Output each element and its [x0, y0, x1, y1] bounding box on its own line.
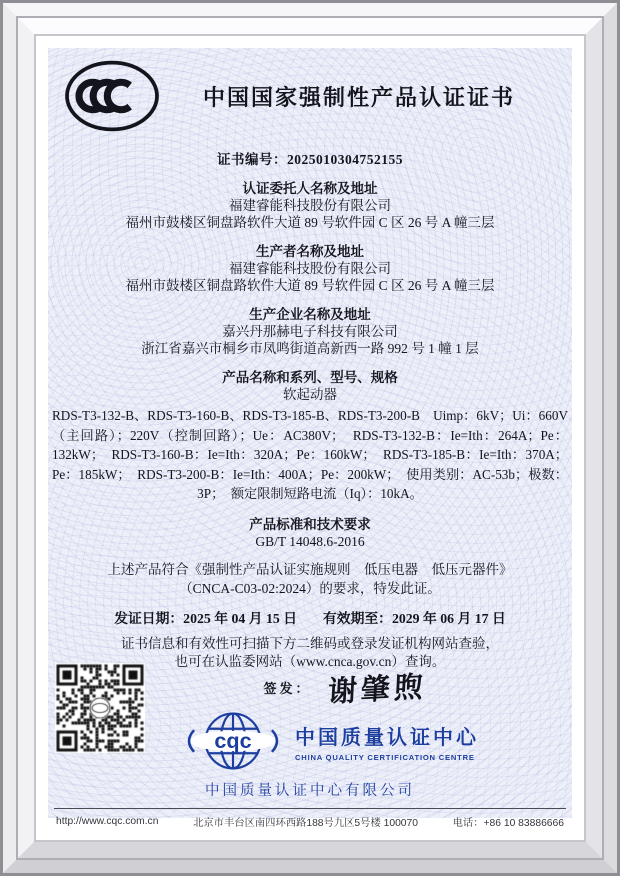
dates-line — [48, 607, 572, 627]
verify-line-2: 也可在认监委网站（www.cnca.gov.cn）查询。 — [174, 653, 446, 669]
footer-phone: 电话：+86 10 83886666 — [452, 818, 564, 829]
frame-band-2 — [18, 18, 602, 858]
factory-name: 嘉兴丹那赫电子科技有限公司 — [222, 324, 398, 339]
section-heading: 生产企业名称及地址 — [249, 307, 371, 322]
cqc-logo-text: cqc — [214, 728, 252, 754]
section-heading: 生产者名称及地址 — [256, 244, 364, 259]
product-name: 软起动器 — [283, 387, 337, 402]
producer-address: 福州市鼓楼区铜盘路软件大道 89 号软件园 C 区 26 号 A 幢三层 — [125, 278, 495, 293]
producer-name: 福建睿能科技股份有限公司 — [229, 261, 391, 276]
certificate-number-value: 2025010304752155 — [287, 152, 403, 167]
certificate-paper — [48, 48, 572, 829]
section-heading: 产品名称和系列、型号、规格 — [222, 370, 398, 385]
spec-paragraph: RDS-T3-132-B、RDS-T3-160-B、RDS-T3-185-B、RDS-T3-200-B Uimp：6kV；Ui：660V（主回路）；220V（控制回路）；Ue：AC380V； RDS-T3-132-B：Ie=Ith：264A；Pe：132kW； RDS-T3-160-B：Ie=Ith：320A；Pe：160kW； RDS-T3-185-B：Ie=Ith：370A；Pe：185kW； RDS-T3-200-B：Ie=Ith：400A；Pe：200kW； 使用类别：AC-53b；极数：3P； 额定限制短路电流（Iq）：10kA。 — [52, 408, 568, 501]
section-producer — [48, 240, 572, 294]
issue-date-value: 2025 年 04 月 15 日 — [183, 610, 297, 626]
applicant-address: 福州市鼓楼区铜盘路软件大道 89 号软件园 C 区 26 号 A 幢三层 — [125, 215, 495, 230]
issuer-names — [295, 721, 479, 762]
ccc-mark-icon — [62, 58, 162, 134]
frame-band-1 — [3, 3, 617, 873]
issuer-cluster — [48, 660, 572, 829]
certificate-title: 中国国家强制性产品认证证书 — [202, 84, 515, 110]
verification-qr-code — [55, 663, 145, 753]
frame-inner-lip — [34, 34, 586, 842]
signature: 谢肇煦 — [326, 670, 428, 709]
section-applicant — [48, 177, 572, 231]
issuer-name-en: CHINA QUALITY CERTIFICATION CENTRE — [295, 752, 475, 762]
cqc-globe-icon — [181, 710, 285, 772]
footer-url: http://www.cqc.com.cn — [56, 816, 159, 827]
verify-line-1: 证书信息和有效性可扫描下方二维码或登录发证机构网站查验， — [121, 635, 499, 651]
standard-value: GB/T 14048.6-2016 — [255, 533, 365, 549]
certificate-header — [48, 48, 572, 134]
statement-line-2: （CNCA-C03-02:2024）的要求，特发此证。 — [179, 580, 441, 596]
section-heading: 认证委托人名称及地址 — [242, 181, 378, 196]
factory-address: 浙江省嘉兴市桐乡市凤鸣街道高新西一路 992 号 1 幢 1 层 — [141, 341, 479, 356]
standard-heading: 产品标准和技术要求 — [249, 516, 371, 532]
conformity-statement — [48, 560, 572, 598]
issuer-company: 中国质量认证中心有限公司 — [205, 783, 415, 799]
section-standard — [48, 513, 572, 550]
sign-label: 签发： — [263, 680, 312, 696]
mat-board — [36, 36, 584, 840]
frame-groove — [16, 16, 604, 860]
valid-until-value: 2029 年 06 月 17 日 — [391, 610, 506, 626]
issue-date-label: 发证日期： — [114, 610, 184, 626]
applicant-name: 福建睿能科技股份有限公司 — [229, 198, 391, 213]
section-product — [48, 366, 572, 403]
footer-address: 北京市丰台区南四环西路188号九区5号楼 100070 — [193, 818, 418, 829]
valid-until-label: 有效期至： — [323, 610, 392, 626]
certificate-number-label: 证书编号： — [217, 152, 287, 167]
footer-separator — [54, 808, 566, 809]
issuer-name-cn: 中国质量认证中心 — [295, 726, 479, 749]
footer-row — [56, 814, 564, 829]
statement-line-1: 上述产品符合《强制性产品认证实施规则 低压电器 低压元器件》 — [107, 561, 513, 577]
certificate-number-line — [48, 148, 572, 168]
section-factory — [48, 303, 572, 357]
